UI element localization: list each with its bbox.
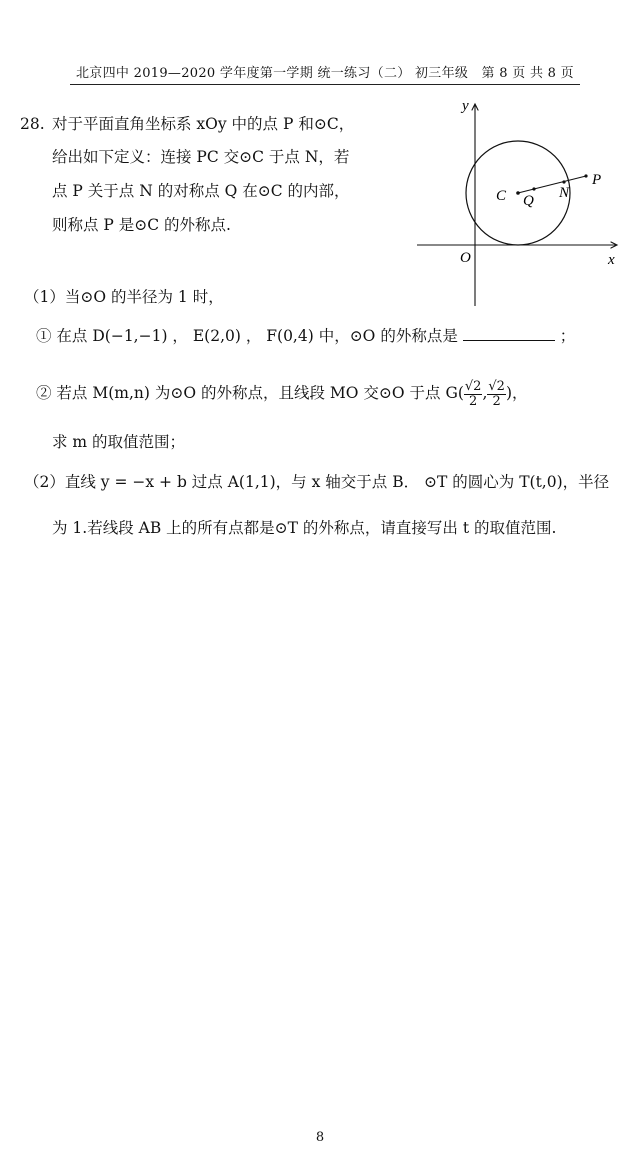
part1-item2-suffix: )， <box>505 384 528 402</box>
part1-item2 <box>36 373 528 413</box>
point-c-dot <box>516 191 520 195</box>
part1-item1-text: ① 在点 D(−1,−1) ， E(2,0) ， F(0,4) 中，⊙O 的外称点是 <box>36 327 458 345</box>
origin-label: O <box>460 250 471 266</box>
fraction-2 <box>487 380 506 409</box>
coordinate-figure <box>412 96 627 311</box>
problem-intro-line-4: 则称点 P 是⊙C 的外称点. <box>52 216 231 234</box>
problem-intro-line-1: 对于平面直角坐标系 xOy 中的点 P 和⊙C， <box>52 115 355 133</box>
segment-cp <box>518 176 586 193</box>
x-axis-label: x <box>608 252 615 268</box>
fraction-1 <box>464 380 483 409</box>
point-n-dot <box>562 180 565 183</box>
fraction-separator: , <box>482 384 488 402</box>
part2-line-2: 为 1.若线段 AB 上的所有点都是⊙T 的外称点，请直接写出 t 的取值范围. <box>52 519 557 537</box>
part2-line-1: （2）直线 y = −x + b 过点 A(1,1)，与 x 轴交于点 B． ⊙T 的圆心为 T(t,0)，半径 <box>24 473 610 491</box>
fraction-1-numerator: √2 <box>464 378 482 394</box>
problem-intro-line-2: 给出如下定义：连接 PC 交⊙C 于点 N，若 <box>52 148 350 166</box>
label-n: N <box>559 185 570 201</box>
part1-heading: （1）当⊙O 的半径为 1 时， <box>24 288 224 306</box>
part1-item1-suffix: ； <box>559 327 576 345</box>
y-axis-label: y <box>462 98 469 114</box>
problem-number: 28. <box>20 115 45 133</box>
fraction-2-denominator: 2 <box>492 393 501 409</box>
label-p: P <box>592 172 602 188</box>
part1-item2-text: ② 若点 M(m,n) 为⊙O 的外称点，且线段 MO 交⊙O 于点 G( <box>36 384 464 402</box>
point-q-dot <box>532 187 535 190</box>
fraction-1-denominator: 2 <box>469 393 478 409</box>
answer-blank <box>463 326 555 341</box>
label-c: C <box>496 188 507 204</box>
part1-item1 <box>36 320 575 353</box>
page-number: 8 <box>315 1130 325 1145</box>
fraction-2-numerator: √2 <box>488 378 505 394</box>
part1-item2-ask: 求 m 的取值范围； <box>52 433 186 451</box>
point-p-dot <box>584 174 587 177</box>
label-q: Q <box>523 193 534 209</box>
problem-intro-line-3: 点 P 关于点 N 的对称点 Q 在⊙C 的内部， <box>52 182 350 200</box>
page-header: 北京四中 2019—2020 学年度第一学期 统一练习（二） 初三年级 第 8 页 共 8 页 <box>70 62 580 85</box>
